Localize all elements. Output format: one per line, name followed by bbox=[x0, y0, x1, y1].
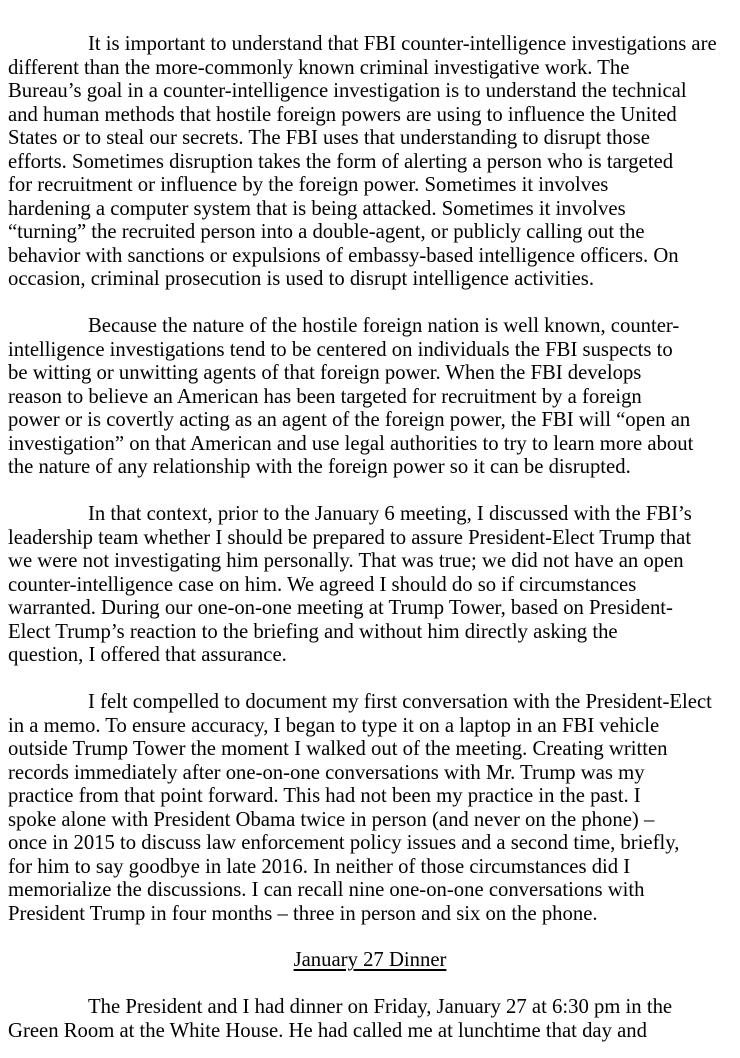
paragraph-january-27-dinner bbox=[8, 996, 736, 1043]
section-heading-text: January 27 Dinner bbox=[293, 949, 447, 971]
text-line: The President and I had dinner on Friday, January 27 at 6:30 pm in the bbox=[88, 996, 673, 1018]
text-line: counter-intelligence case on him. We agreed I should do so if circumstances bbox=[8, 573, 637, 596]
text-line: memorialize the discussions. I can recall nine one-on-one conversations with bbox=[8, 879, 645, 901]
text-line: Elect Trump’s reaction to the briefing and without him directly asking the bbox=[8, 620, 618, 643]
paragraph-january-6-assurance bbox=[8, 503, 736, 668]
text-line: for recruitment or influence by the foreign power. Sometimes it involves bbox=[8, 174, 609, 196]
text-line: occasion, criminal prosecution is used to disrupt intelligence activities. bbox=[8, 268, 594, 290]
text-line: I felt compelled to document my first conversation with the President-Elect bbox=[88, 691, 712, 713]
text-line: leadership team whether I should be prepared to assure President-Elect Trump that bbox=[8, 526, 692, 549]
text-line: hardening a computer system that is being attacked. Sometimes it involves bbox=[8, 197, 626, 220]
section-heading bbox=[0, 949, 740, 973]
text-line: power or is covertly acting as an agent of the foreign power, the FBI will “open an bbox=[8, 409, 691, 431]
text-line: Bureau’s goal in a counter-intelligence investigation is to understand the technical bbox=[8, 80, 687, 102]
text-line: records immediately after one-on-one conversations with Mr. Trump was my bbox=[8, 761, 645, 784]
text-line: for him to say goodbye in late 2016. In neither of those circumstances did I bbox=[8, 855, 631, 878]
text-line: President Trump in four months – three in person and six on the phone. bbox=[8, 902, 598, 925]
paragraph-memo-documentation bbox=[8, 691, 736, 926]
text-line: the nature of any relationship with the foreign power so it can be disrupted. bbox=[8, 456, 631, 478]
text-line: intelligence investigations tend to be centered on individuals the FBI suspects to bbox=[8, 338, 673, 361]
text-line: practice from that point forward. This had not been my practice in the past. I bbox=[8, 785, 641, 807]
text-line: warranted. During our one-on-one meeting at Trump Tower, based on President- bbox=[8, 597, 673, 619]
text-line: and human methods that hostile foreign powers are using to influence the United bbox=[8, 103, 677, 126]
text-line: we were not investigating him personally. That was true; we did not have an open bbox=[8, 550, 684, 572]
text-line: spoke alone with President Obama twice in person (and never on the phone) – bbox=[8, 808, 655, 831]
text-line: outside Trump Tower the moment I walked out of the meeting. Creating written bbox=[8, 738, 668, 760]
text-line: In that context, prior to the January 6 meeting, I discussed with the FBI’s bbox=[88, 503, 692, 525]
text-line: reason to believe an American has been targeted for recruitment by a foreign bbox=[8, 385, 642, 408]
text-line: “turning” the recruited person into a double-agent, or publicly calling out the bbox=[8, 221, 645, 243]
paragraph-counterintelligence-purpose bbox=[8, 33, 736, 292]
text-line: behavior with sanctions or expulsions of embassy-based intelligence officers. On bbox=[8, 244, 679, 267]
text-line: be witting or unwitting agents of that foreign power. When the FBI develops bbox=[8, 362, 642, 384]
text-line: different than the more-commonly known criminal investigative work. The bbox=[8, 56, 630, 79]
text-line: efforts. Sometimes disruption takes the form of alerting a person who is targeted bbox=[8, 150, 674, 173]
text-line: question, I offered that assurance. bbox=[8, 644, 287, 666]
text-line: once in 2015 to discuss law enforcement policy issues and a second time, briefly, bbox=[8, 832, 680, 854]
text-line: Green Room at the White House. He had called me at lunchtime that day and bbox=[8, 1019, 647, 1042]
text-line: It is important to understand that FBI counter-intelligence investigations are bbox=[88, 33, 717, 55]
text-line: investigation” on that American and use legal authorities to try to learn more about bbox=[8, 432, 694, 455]
text-line: States or to steal our secrets. The FBI uses that understanding to disrupt those bbox=[8, 127, 650, 149]
paragraph-investigation-focus bbox=[8, 315, 736, 480]
text-line: in a memo. To ensure accuracy, I began to type it on a laptop in an FBI vehicle bbox=[8, 714, 660, 737]
text-line: Because the nature of the hostile foreign nation is well known, counter- bbox=[88, 315, 680, 337]
